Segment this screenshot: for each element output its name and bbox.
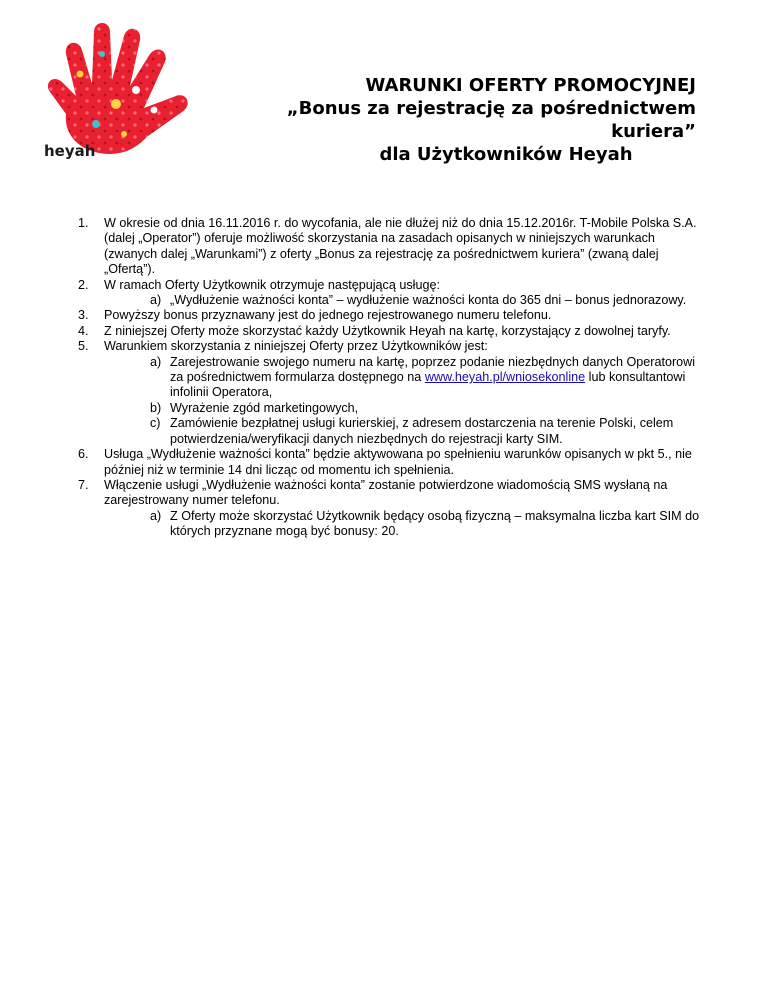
item-text: Z niniejszej Oferty może skorzystać każdy Użytkownik Heyah na kartę, korzystający z dowolnej taryfy. (104, 323, 671, 338)
item-number: 6. (78, 447, 89, 462)
sub-item-text: „Wydłużenie ważności konta” – wydłużenie ważności konta do 365 dni – bonus jednorazowy. (170, 293, 687, 308)
sub-item-text: Z Oferty może skorzystać Użytkownik będący osobą fizyczną – maksymalna liczba kart SIM do których przyznane mogą być bonusy: 20. (170, 508, 700, 539)
sub-item-letter: c) (150, 416, 161, 431)
item-number: 7. (78, 477, 89, 492)
sub-item-a (144, 509, 710, 540)
sub-list (104, 509, 710, 540)
heyah-logo (30, 12, 200, 164)
terms-item-4 (78, 324, 710, 339)
document-title (176, 74, 696, 166)
logo-wordmark: heyah (44, 142, 96, 160)
sub-item-letter: b) (150, 400, 162, 415)
sub-item-b (144, 401, 710, 416)
item-number: 2. (78, 277, 89, 292)
item-number: 3. (78, 308, 89, 323)
sub-item-text: Zamówienie bezpłatnej usługi kurierskiej, z adresem dostarczenia na terenie Polski, celem potwierdzenia/weryfikacji danych niezbędnych do rejestracji karty SIM. (170, 416, 674, 446)
sub-item-a (144, 355, 710, 401)
terms-item-3 (78, 308, 710, 323)
sub-item-text-pre: Zarejestrowanie swojego numeru na kartę, poprzez podanie niezbędnych danych Operatorowi za pośrednictwem formularza dostępnego na (170, 354, 696, 385)
sub-item-text: Wyrażenie zgód marketingowych, (170, 400, 359, 415)
item-text: Powyższy bonus przyznawany jest do jednego rejestrowanego numeru telefonu. (104, 308, 552, 323)
sub-list (104, 355, 710, 447)
wniosek-online-link[interactable]: www.heyah.pl/wniosekonline (424, 370, 586, 385)
item-number: 1. (78, 216, 89, 230)
terms-content (78, 216, 710, 540)
terms-item-5 (78, 339, 710, 447)
item-text: W okresie od dnia 16.11.2016 r. do wycofania, ale nie dłużej niż do dnia 15.12.2016r. T-Mobile Polska S.A. (dalej „Operator”) oferuje możliwość skorzystania na zasadach opisanych w niniejszych warunkach (zwanych dalej „Warunkami”) z oferty „Bonus za rejestrację za pośrednictwem kuriera” (zwaną dalej „Ofertą”). (104, 216, 697, 277)
sub-list (104, 293, 710, 308)
sub-item-letter: a) (150, 508, 162, 523)
sub-item-letter: a) (150, 293, 162, 308)
terms-item-7 (78, 478, 710, 540)
item-number: 4. (78, 323, 89, 338)
sub-item-a (144, 293, 710, 308)
terms-item-6 (78, 447, 710, 478)
item-text: W ramach Oferty Użytkownik otrzymuje następującą usługę: (104, 277, 440, 292)
title-line-3: kuriera” (611, 121, 696, 142)
title-line-4: dla Użytkowników Heyah (379, 144, 633, 165)
title-line-1: WARUNKI OFERTY PROMOCYJNEJ (365, 75, 696, 96)
terms-list (78, 216, 710, 540)
sub-item-c (144, 416, 710, 447)
title-line-2: „Bonus za rejestrację za pośrednictwem (286, 98, 696, 119)
item-text: Usługa „Wydłużenie ważności konta” będzie aktywowana po spełnieniu warunków opisanych w pkt 5., nie później niż w terminie 14 dni licząc od momentu ich spełnienia. (104, 447, 692, 477)
item-text: Włączenie usługi „Wydłużenie ważności konta” zostanie potwierdzone wiadomością SMS wysłaną na zarejestrowany numer telefonu. (104, 477, 668, 508)
terms-item-1 (78, 216, 710, 278)
sub-item-letter: a) (150, 354, 162, 369)
item-text: Warunkiem skorzystania z niniejszej Oferty przez Użytkowników jest: (104, 339, 488, 354)
hand-logo-icon (30, 12, 200, 164)
item-number: 5. (78, 339, 89, 354)
terms-item-2 (78, 278, 710, 309)
sub-item-text-post: lub konsultantowi infolinii Operatora, (170, 370, 686, 400)
